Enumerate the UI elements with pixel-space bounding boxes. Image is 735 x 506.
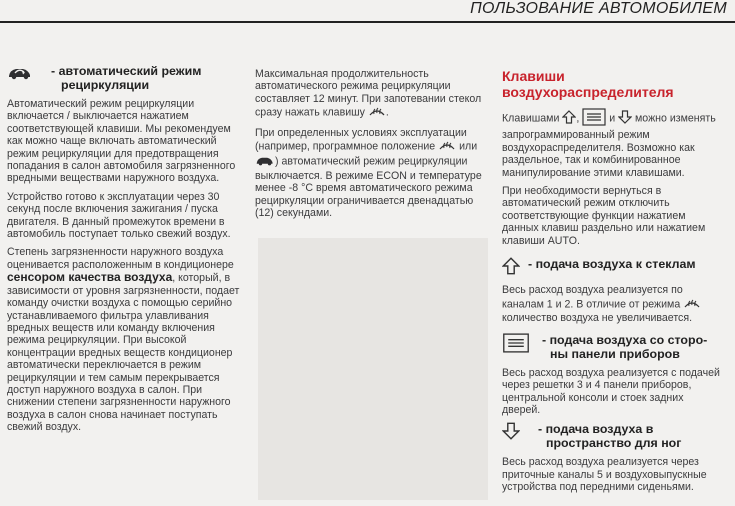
recirculation-title-line1: - автоматический режим — [51, 64, 202, 78]
windshield-defrost-icon — [368, 105, 386, 120]
text-run: или — [459, 140, 478, 153]
arrow-down-icon — [502, 422, 538, 443]
text-run: , который, в зависимости от уровня загрязненности, подает команду очистки воздуха с помощью серийно устанавливаемого фильтра улавливания вредных веществ или команду включения режима рециркуляции. При высокой концентрации вредных веществ кондиционер автоматически переключается в режим рециркуляции и тем самым перекрывается доступ наружного воздуха в салон. При снижении степени загрязненности наружного воздуха в салон снова начинает поступать свежий воздух. — [7, 272, 240, 434]
windshield-defrost-icon — [683, 297, 701, 312]
paragraph: Клавишами , и можно изменять запрограммированный режим воздухораспределителя. Возможно как раздельное, так и комбинированное манипулирование этими клавишами. — [502, 108, 724, 179]
section-title-line2: пространство для ног — [546, 436, 682, 451]
arrow-up-icon — [562, 110, 576, 127]
windshield-air-heading — [502, 257, 724, 278]
column-1 — [7, 64, 243, 440]
paragraph: Весь расход воздуха реализуется с подачей через решетки 3 и 4 панели приборов, центральной консоли и стоек задних дверей. — [502, 366, 720, 416]
header-rule — [0, 21, 735, 23]
column-2 — [255, 68, 489, 225]
dashboard-vent-icon — [502, 333, 542, 356]
text-run: и — [609, 112, 616, 125]
paragraph: Весь расход воздуха реализуется через приточные каналы 5 и воздуховыпускные устройства под передними сиденьями. — [502, 456, 707, 494]
paragraph — [255, 68, 489, 121]
text-run: ) автоматический режим рециркуляции выключается. В режиме ECON и температуре менее -8 °C время автоматического режима рециркуляции ограничивается двенадцатью (12) секундами. — [255, 155, 482, 220]
paragraph: Автоматический режим рециркуляции включается / выключается нажатием соответствующей клавиши. Мы рекомендуем как можно чаще включать автоматический режим рециркуляции для предотвращения попадания в салон автомобиля загрязненного вредными веществами наружного воздуха. — [7, 98, 236, 185]
text-run: . — [385, 106, 389, 119]
section-title-line2: ны панели приборов — [550, 346, 680, 361]
title-line: воздухораспределителя — [502, 84, 674, 100]
car-recirculation-icon — [7, 64, 51, 83]
section-title-line1: - подача воздуха в — [538, 422, 654, 437]
dashboard-air-heading — [502, 333, 724, 361]
background-shade — [258, 238, 488, 500]
paragraph — [502, 284, 724, 324]
dashboard-vent-icon — [582, 108, 606, 129]
windshield-defrost-icon — [438, 139, 456, 154]
text-run: Максимальная продолжительность автоматического режима рециркуляции составляет 12 минут. При запотевании стекол сразу нажать клавишу — [255, 68, 482, 119]
page-header — [0, 0, 735, 24]
paragraph: Устройство готово к эксплуатации через 30 секунд после включения зажигания / пуска двигателя. В данный промежуток времени в автомобиль поступает только свежий воздух. — [7, 190, 231, 241]
recirculation-title-line2: рециркуляции — [61, 78, 150, 92]
text-run: количество воздуха не увеличивается. — [502, 312, 693, 325]
text-run: Клавишами — [502, 112, 560, 125]
recirculation-heading — [7, 64, 243, 92]
section-title-line1: - подача воздуха со сторо- — [542, 332, 708, 347]
arrow-down-icon — [618, 110, 632, 127]
column-3 — [502, 68, 724, 500]
bold-term: сенсором качества воздуха — [7, 270, 173, 285]
footwell-air-heading — [502, 422, 724, 450]
paragraph: При необходимости вернуться в автоматический режим отключить соответствующие функции нажатием данных клавиш раздельно или нажатием клавиши AUTO. — [502, 185, 706, 247]
text-run: Весь расход воздуха реализуется по каналам 1 и 2. В отличие от режима — [502, 284, 683, 311]
arrow-up-icon — [502, 257, 528, 278]
car-recirculation-icon — [255, 154, 275, 169]
paragraph — [255, 127, 489, 220]
text-run: Степень загрязненности наружного воздуха оценивается расположенным в кондиционере — [7, 246, 234, 271]
page-title: ПОЛЬЗОВАНИЕ АВТОМОБИЛЕМ — [464, 0, 727, 18]
text-run: можно изменять запрограммированный режим воздухораспределителя. Возможно как раздельное, так и комбинированное манипулирование этими клавишами. — [502, 112, 716, 179]
section-title: - подача воздуха к стеклам — [528, 257, 696, 272]
text-run: При определенных условиях эксплуатации (например, программное положение — [255, 126, 467, 153]
air-distribution-title — [502, 68, 724, 100]
paragraph — [7, 246, 243, 433]
title-line: Клавиши — [502, 68, 565, 84]
